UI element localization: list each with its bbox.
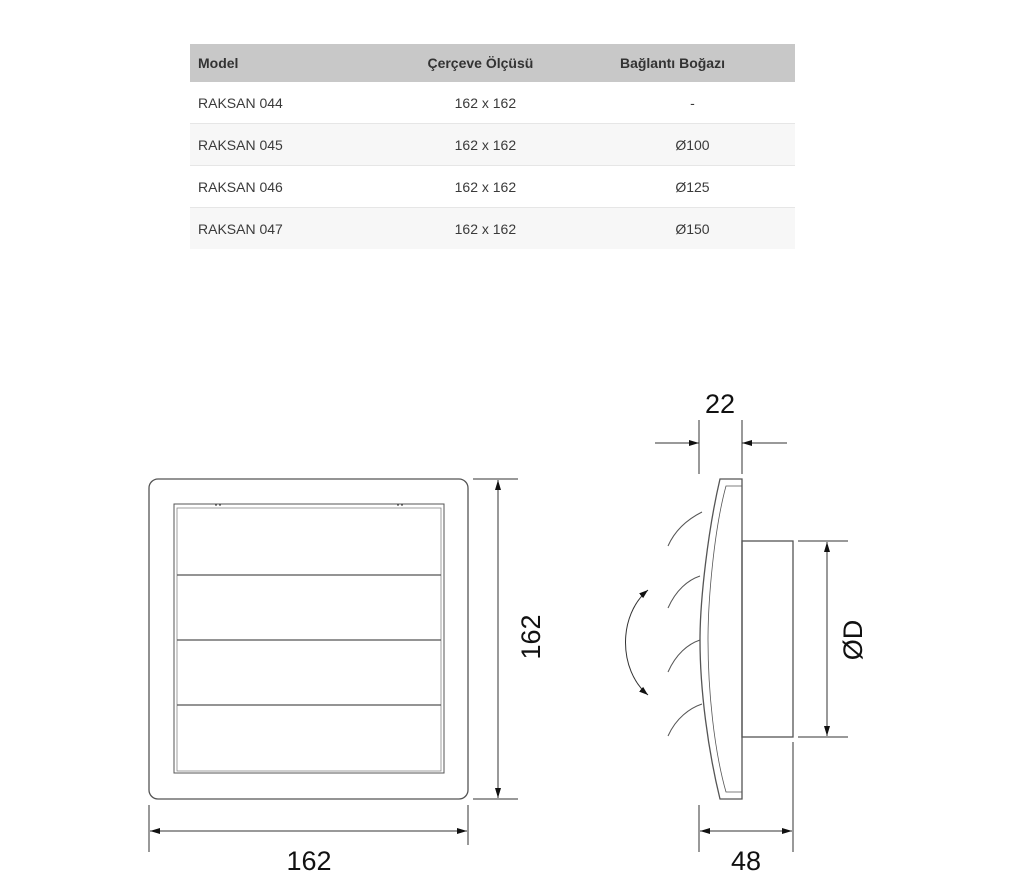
louver-flap [668, 576, 700, 608]
cell-connection: Ø150 [590, 208, 795, 250]
header-connection-label: Bağlantı Boğazı [619, 55, 725, 71]
cell-frame-size: 162 x 162 [381, 82, 590, 124]
front-width-dimension [149, 805, 468, 852]
side-frame-inner [708, 486, 742, 792]
side-view [626, 479, 794, 799]
cell-model: RAKSAN 047 [190, 208, 381, 250]
rotation-arrow [626, 590, 649, 695]
louver-flap [668, 512, 702, 546]
front-height-dimension [473, 479, 518, 799]
louver-flap [668, 704, 702, 736]
cell-model: RAKSAN 044 [190, 82, 381, 124]
side-top-dimension [655, 420, 787, 474]
diameter-label: ØD [838, 619, 868, 661]
louver-flap [668, 640, 700, 672]
front-width-label: 162 [286, 846, 332, 876]
cell-connection: Ø125 [590, 166, 795, 208]
cell-frame-size: 162 x 162 [381, 166, 590, 208]
side-frame [700, 479, 742, 799]
side-bottom-label: 48 [730, 846, 762, 876]
inner-frame [174, 504, 444, 773]
cell-model: RAKSAN 046 [190, 166, 381, 208]
outer-frame [149, 479, 468, 799]
header-model: Model [190, 44, 381, 82]
cell-connection: Ø100 [590, 124, 795, 166]
side-bottom-dimension [699, 742, 793, 852]
front-height-label: 162 [516, 614, 546, 660]
cell-frame-size: 162 x 162 [381, 208, 590, 250]
cell-model: RAKSAN 045 [190, 124, 381, 166]
cell-frame-size: 162 x 162 [381, 124, 590, 166]
side-top-label: 22 [704, 389, 736, 419]
header-frame-size-label: Çerçeve Ölçüsü [427, 55, 534, 71]
front-view [149, 479, 468, 799]
cell-connection: - [590, 82, 795, 124]
connection-collar [742, 541, 793, 737]
